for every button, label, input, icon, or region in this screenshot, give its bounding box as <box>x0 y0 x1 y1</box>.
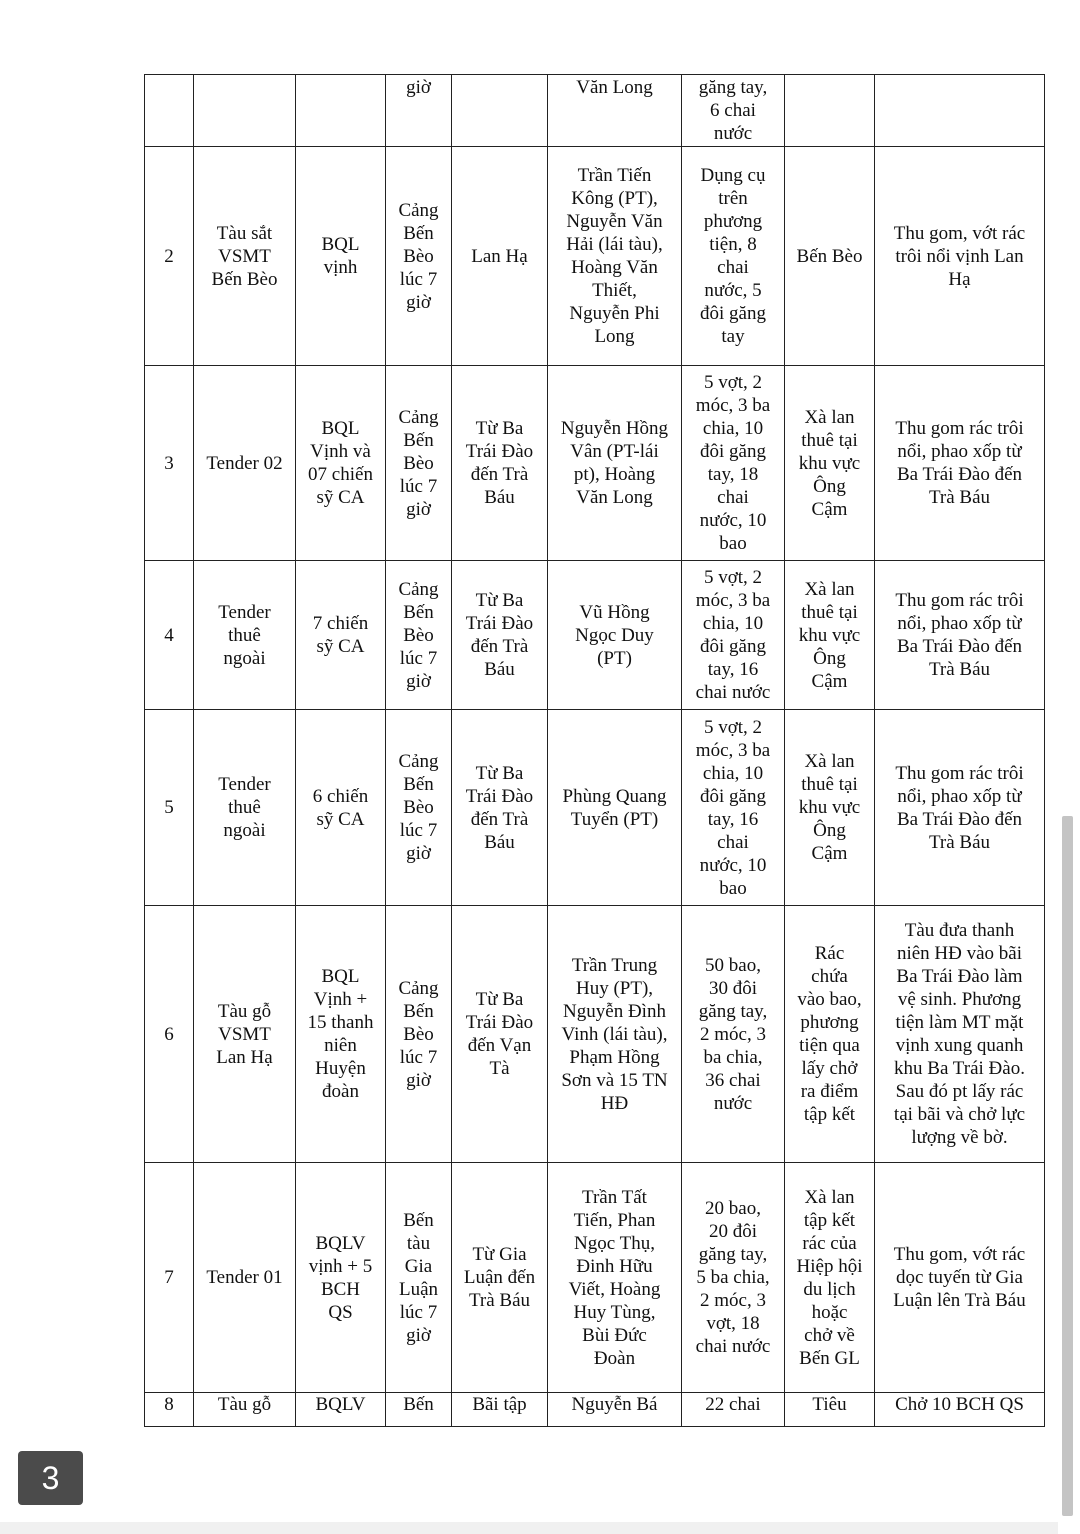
cell-equipment: găng tay, 6 chai nước <box>682 75 785 147</box>
cell-personnel: Văn Long <box>548 75 682 147</box>
cell-task <box>875 75 1045 147</box>
table-row <box>145 561 1045 710</box>
cell-vessel: Tender thuê ngoài <box>194 561 296 710</box>
cell-collection-point: Xà lan thuê tại khu vực Ông Cậm <box>785 561 875 710</box>
cell-route: Từ Ba Trái Đào đến Vạn Tà <box>452 906 548 1163</box>
cell-force <box>296 75 386 147</box>
cell-vessel: Tender 01 <box>194 1163 296 1393</box>
cell-equipment: 50 bao, 30 đôi găng tay, 2 móc, 3 ba chia, 36 chai nước <box>682 906 785 1163</box>
table-row <box>145 1163 1045 1393</box>
cell-personnel: Trần Tất Tiến, Phan Ngọc Thụ, Đinh Hữu Viết, Hoàng Huy Tùng, Bùi Đức Đoàn <box>548 1163 682 1393</box>
cell-vessel: Tàu gỗ VSMT Lan Hạ <box>194 906 296 1163</box>
cell-equipment: Dụng cụ trên phương tiện, 8 chai nước, 5 đôi găng tay <box>682 147 785 366</box>
cell-vessel: Tender 02 <box>194 366 296 561</box>
cell-task: Thu gom rác trôi nổi, phao xốp từ Ba Trái Đào đến Trà Báu <box>875 710 1045 906</box>
cell-vessel: Tender thuê ngoài <box>194 710 296 906</box>
scrollbar-thumb[interactable] <box>1062 816 1073 1516</box>
cell-task: Thu gom rác trôi nổi, phao xốp từ Ba Trái Đào đến Trà Báu <box>875 561 1045 710</box>
cell-stt <box>145 75 194 147</box>
cell-task: Chở 10 BCH QS <box>875 1393 1045 1427</box>
cell-force: BQL Vịnh và 07 chiến sỹ CA <box>296 366 386 561</box>
cell-personnel: Vũ Hồng Ngọc Duy (PT) <box>548 561 682 710</box>
cell-force: BQLV vịnh + 5 BCH QS <box>296 1163 386 1393</box>
cell-personnel: Phùng Quang Tuyển (PT) <box>548 710 682 906</box>
cell-departure: Cảng Bến Bèo lúc 7 giờ <box>386 147 452 366</box>
cell-collection-point: Bến Bèo <box>785 147 875 366</box>
cell-route: Từ Ba Trái Đào đến Trà Báu <box>452 561 548 710</box>
cell-equipment: 5 vợt, 2 móc, 3 ba chia, 10 đôi găng tay, 16 chai nước, 10 bao <box>682 710 785 906</box>
cell-stt: 3 <box>145 366 194 561</box>
cell-task: Thu gom, vớt rác trôi nổi vịnh Lan Hạ <box>875 147 1045 366</box>
table-row <box>145 147 1045 366</box>
cell-departure: Bến tàu Gia Luận lúc 7 giờ <box>386 1163 452 1393</box>
cell-route: Từ Gia Luận đến Trà Báu <box>452 1163 548 1393</box>
cell-equipment: 20 bao, 20 đôi găng tay, 5 ba chia, 2 móc, 3 vợt, 18 chai nước <box>682 1163 785 1393</box>
cell-route: Lan Hạ <box>452 147 548 366</box>
table-row <box>145 906 1045 1163</box>
cell-route: Từ Ba Trái Đào đến Trà Báu <box>452 366 548 561</box>
cell-collection-point: Xà lan thuê tại khu vực Ông Cậm <box>785 710 875 906</box>
cell-equipment: 5 vợt, 2 móc, 3 ba chia, 10 đôi găng tay, 18 chai nước, 10 bao <box>682 366 785 561</box>
cell-vessel: Tàu gỗ <box>194 1393 296 1427</box>
cell-personnel: Nguyễn Hồng Vân (PT-lái pt), Hoàng Văn Long <box>548 366 682 561</box>
cell-route <box>452 75 548 147</box>
cell-route: Từ Ba Trái Đào đến Trà Báu <box>452 710 548 906</box>
table-row <box>145 366 1045 561</box>
cell-stt: 2 <box>145 147 194 366</box>
cell-collection-point: Tiêu <box>785 1393 875 1427</box>
cell-equipment: 5 vợt, 2 móc, 3 ba chia, 10 đôi găng tay, 16 chai nước <box>682 561 785 710</box>
cell-collection-point: Xà lan tập kết rác của Hiệp hội du lịch hoặc chở về Bến GL <box>785 1163 875 1393</box>
cell-equipment: 22 chai <box>682 1393 785 1427</box>
cell-departure: Cảng Bến Bèo lúc 7 giờ <box>386 366 452 561</box>
cell-collection-point <box>785 75 875 147</box>
table-row <box>145 710 1045 906</box>
page-number-badge: 3 <box>18 1451 83 1505</box>
cell-personnel: Trần Trung Huy (PT), Nguyễn Đình Vinh (lái tàu), Phạm Hồng Sơn và 15 TN HĐ <box>548 906 682 1163</box>
cell-personnel: Nguyễn Bá <box>548 1393 682 1427</box>
cell-force: 7 chiến sỹ CA <box>296 561 386 710</box>
viewer-bottom-edge <box>0 1522 1080 1534</box>
cell-force: BQLV <box>296 1393 386 1427</box>
cell-stt: 5 <box>145 710 194 906</box>
cell-task: Tàu đưa thanh niên HĐ vào bãi Ba Trái Đào làm vệ sinh. Phương tiện làm MT mặt vịnh xung quanh khu Ba Trái Đào. Sau đó pt lấy rác tại bãi và chở lực lượng về bờ. <box>875 906 1045 1163</box>
table-row <box>145 75 1045 147</box>
cell-collection-point: Rác chứa vào bao, phương tiện qua lấy chở ra điểm tập kết <box>785 906 875 1163</box>
cell-stt: 6 <box>145 906 194 1163</box>
cell-force: BQL vịnh <box>296 147 386 366</box>
cell-personnel: Trần Tiến Kông (PT), Nguyễn Văn Hải (lái tàu), Hoàng Văn Thiết, Nguyễn Phi Long <box>548 147 682 366</box>
cell-departure: Cảng Bến Bèo lúc 7 giờ <box>386 906 452 1163</box>
cell-stt: 4 <box>145 561 194 710</box>
cell-route: Bãi tập <box>452 1393 548 1427</box>
cell-collection-point: Xà lan thuê tại khu vực Ông Cậm <box>785 366 875 561</box>
cell-departure: Bến <box>386 1393 452 1427</box>
assignment-table <box>144 74 1045 1427</box>
table-row <box>145 1393 1045 1427</box>
cell-vessel: Tàu sắt VSMT Bến Bèo <box>194 147 296 366</box>
cell-task: Thu gom rác trôi nổi, phao xốp từ Ba Trái Đào đến Trà Báu <box>875 366 1045 561</box>
cell-stt: 8 <box>145 1393 194 1427</box>
cell-departure: Cảng Bến Bèo lúc 7 giờ <box>386 561 452 710</box>
cell-stt: 7 <box>145 1163 194 1393</box>
cell-force: 6 chiến sỹ CA <box>296 710 386 906</box>
cell-departure: giờ <box>386 75 452 147</box>
cell-departure: Cảng Bến Bèo lúc 7 giờ <box>386 710 452 906</box>
cell-task: Thu gom, vớt rác dọc tuyến từ Gia Luận lên Trà Báu <box>875 1163 1045 1393</box>
cell-force: BQL Vịnh + 15 thanh niên Huyện đoàn <box>296 906 386 1163</box>
cell-vessel <box>194 75 296 147</box>
